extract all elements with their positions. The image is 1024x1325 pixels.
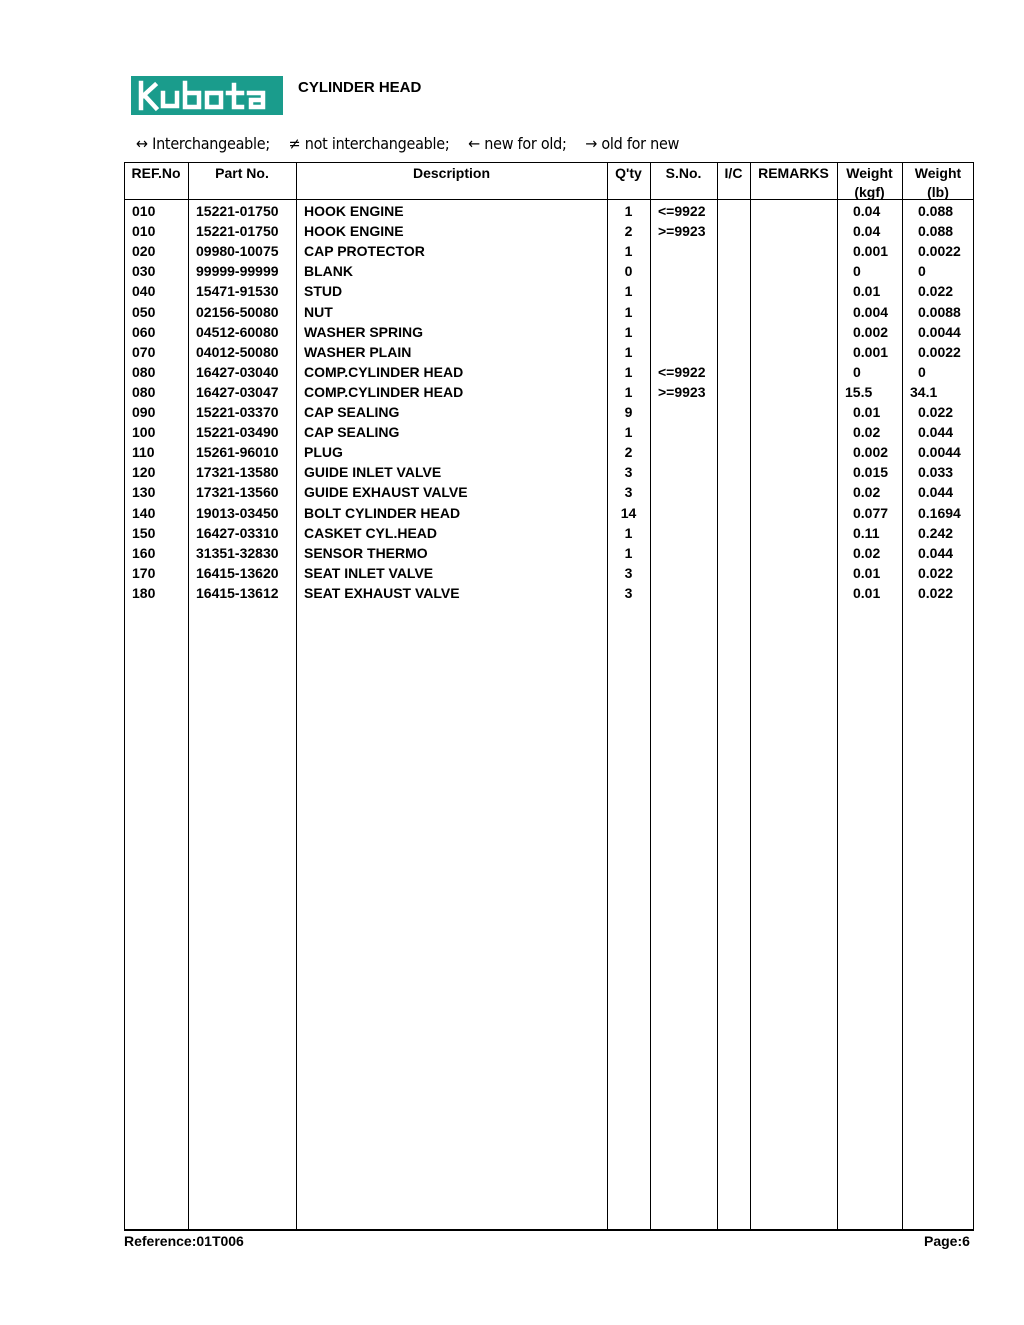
column-divider (837, 162, 838, 1230)
cell-weight-lb: 0.022 (918, 404, 954, 420)
cell-qty: 1 (624, 544, 633, 561)
cell-description: GUIDE INLET VALVE (304, 464, 442, 481)
column-divider (750, 162, 751, 1230)
cell-weight-kgf: 0.01 (853, 404, 881, 420)
weight-kgf-unit: (kgf) (854, 184, 885, 200)
cell-qty: 1 (624, 243, 633, 260)
cell-weight-lb: 0.044 (918, 484, 954, 501)
legend-interchangeable: ↔ Interchangeable; (136, 134, 270, 153)
cell-weight-kgf: 0.002 (853, 444, 889, 461)
weight-kgf-label: Weight (846, 165, 893, 181)
cell-weight-kgf: 0.004 (853, 303, 889, 320)
cell-description: HOOK ENGINE (304, 203, 404, 219)
cell-qty: 1 (624, 343, 633, 360)
cell-ref: 100 (132, 424, 156, 441)
cell-ref: 010 (132, 203, 156, 219)
col-header-part: Part No. (215, 165, 269, 181)
cell-part-no: 31351-32830 (196, 544, 279, 561)
cell-ref: 040 (132, 283, 156, 300)
cell-description: CAP SEALING (304, 424, 400, 441)
kubota-wordmark (131, 76, 283, 115)
cell-weight-kgf: 0.04 (853, 223, 881, 240)
cell-ref: 080 (132, 383, 156, 400)
cell-weight-kgf: 0 (853, 363, 861, 380)
page-number: Page:6 (924, 1233, 970, 1249)
cell-weight-kgf: 0.01 (853, 283, 881, 300)
cell-weight-lb: 0.0022 (918, 243, 961, 260)
column-divider (717, 162, 718, 1230)
col-header-weight-lb (902, 164, 974, 202)
cell-weight-kgf: 15.5 (845, 383, 873, 400)
cell-ref: 020 (132, 243, 156, 260)
cell-weight-kgf: 0.02 (853, 424, 881, 441)
column-divider (902, 162, 903, 1230)
cell-weight-lb: 0.033 (918, 464, 954, 481)
cell-qty: 2 (624, 223, 633, 240)
cell-description: SEAT INLET VALVE (304, 564, 434, 581)
column-divider (650, 162, 651, 1230)
cell-ref: 140 (132, 504, 156, 521)
page-title: CYLINDER HEAD (298, 79, 422, 96)
cell-weight-kgf: 0.001 (853, 243, 889, 260)
cell-part-no: 17321-13560 (196, 484, 279, 501)
cell-part-no: 17321-13580 (196, 464, 279, 481)
cell-description: COMP.CYLINDER HEAD (304, 383, 464, 400)
cell-part-no: 16415-13612 (196, 584, 279, 601)
cell-serial-no: <=9922 (658, 203, 706, 219)
cell-weight-kgf: 0.002 (853, 323, 889, 340)
cell-qty: 3 (624, 584, 633, 601)
cell-weight-lb: 0.044 (918, 544, 954, 561)
cell-description: WASHER PLAIN (304, 343, 412, 360)
kubota-logo (131, 76, 283, 115)
cell-weight-lb: 0.1694 (918, 504, 961, 521)
cell-description: HOOK ENGINE (304, 223, 404, 240)
cell-weight-kgf: 0.02 (853, 484, 881, 501)
cell-weight-kgf: 0.01 (853, 564, 881, 581)
cell-weight-kgf: 0.11 (853, 524, 880, 541)
cell-qty: 3 (624, 484, 633, 501)
cell-weight-lb: 0.022 (918, 584, 954, 601)
cell-weight-lb: 0.044 (918, 424, 954, 441)
column-divider (296, 162, 297, 1230)
cell-qty: 14 (620, 504, 637, 521)
cell-weight-kgf: 0.077 (853, 504, 889, 521)
cell-ref: 010 (132, 223, 156, 240)
cell-part-no: 15471-91530 (196, 283, 279, 300)
cell-qty: 2 (624, 444, 633, 461)
cell-weight-lb: 0.0044 (918, 444, 961, 461)
cell-qty: 1 (624, 323, 633, 340)
cell-part-no: 04512-60080 (196, 323, 279, 340)
cell-description: CASKET CYL.HEAD (304, 524, 438, 541)
cell-weight-lb: 0.022 (918, 564, 954, 581)
weight-lb-unit: (lb) (927, 184, 949, 200)
col-header-ic: I/C (724, 165, 743, 181)
cell-part-no: 04012-50080 (196, 343, 279, 360)
cell-description: STUD (304, 283, 343, 300)
cell-qty: 3 (624, 464, 633, 481)
cell-description: NUT (304, 303, 333, 320)
cell-ref: 090 (132, 404, 156, 420)
cell-ref: 170 (132, 564, 156, 581)
cell-weight-lb: 0 (918, 263, 926, 280)
table-bottom-rule (124, 1229, 974, 1231)
cell-weight-lb: 0.242 (918, 524, 954, 541)
cell-ref: 110 (132, 444, 155, 461)
cell-weight-lb: 0 (918, 363, 926, 380)
cell-serial-no: <=9922 (658, 363, 706, 380)
cell-part-no: 15221-01750 (196, 203, 279, 219)
column-divider (188, 162, 189, 1230)
cell-part-no: 09980-10075 (196, 243, 279, 260)
cell-qty: 1 (624, 283, 633, 300)
cell-serial-no: >=9923 (658, 223, 706, 240)
cell-description: BLANK (304, 263, 353, 280)
cell-weight-lb: 34.1 (910, 383, 938, 400)
cell-description: GUIDE EXHAUST VALVE (304, 484, 468, 501)
cell-qty: 1 (624, 303, 633, 320)
cell-description: CAP PROTECTOR (304, 243, 425, 260)
cell-part-no: 19013-03450 (196, 504, 279, 521)
cell-part-no: 15221-03370 (196, 404, 279, 420)
cell-weight-kgf: 0.001 (853, 343, 889, 360)
cell-qty: 3 (624, 564, 633, 581)
cell-description: WASHER SPRING (304, 323, 424, 340)
cell-description: SENSOR THERMO (304, 544, 428, 561)
cell-weight-kgf: 0.02 (853, 544, 881, 561)
cell-weight-kgf: 0.01 (853, 584, 881, 601)
cell-ref: 160 (132, 544, 156, 561)
col-header-ref: REF.No (131, 165, 181, 181)
legend-new-for-old: ← new for old; (468, 134, 567, 153)
cell-weight-lb: 0.022 (918, 283, 954, 300)
cell-part-no: 16427-03047 (196, 383, 279, 400)
reference-number: Reference:01T006 (124, 1233, 244, 1249)
interchangeability-legend (136, 134, 693, 153)
col-header-weight-kgf (837, 164, 902, 202)
cell-description: COMP.CYLINDER HEAD (304, 363, 464, 380)
cell-ref: 050 (132, 303, 156, 320)
cell-qty: 1 (624, 524, 633, 541)
cell-ref: 130 (132, 484, 156, 501)
cell-part-no: 15261-96010 (196, 444, 279, 461)
cell-description: CAP SEALING (304, 404, 400, 420)
cell-weight-kgf: 0 (853, 263, 861, 280)
cell-description: PLUG (304, 444, 343, 461)
cell-weight-lb: 0.0044 (918, 323, 961, 340)
cell-part-no: 15221-03490 (196, 424, 279, 441)
cell-weight-kgf: 0.015 (853, 464, 889, 481)
cell-ref: 080 (132, 363, 156, 380)
col-header-qty: Q'ty (615, 165, 642, 181)
cell-weight-lb: 0.088 (918, 203, 954, 219)
cell-qty: 0 (624, 263, 633, 280)
cell-ref: 060 (132, 323, 156, 340)
cell-qty: 1 (624, 383, 633, 400)
cell-weight-lb: 0.0088 (918, 303, 961, 320)
legend-not-interchangeable: ≠ not interchangeable; (288, 134, 450, 153)
cell-ref: 120 (132, 464, 156, 481)
cell-part-no: 16427-03040 (196, 363, 279, 380)
cell-part-no: 15221-01750 (196, 223, 279, 240)
cell-weight-lb: 0.088 (918, 223, 954, 240)
cell-part-no: 16427-03310 (196, 524, 279, 541)
cell-qty: 1 (624, 424, 633, 441)
cell-qty: 9 (624, 404, 633, 420)
cell-serial-no: >=9923 (658, 383, 706, 400)
legend-old-for-new: → old for new (585, 134, 680, 153)
cell-weight-kgf: 0.04 (853, 203, 881, 219)
col-header-remarks: REMARKS (758, 165, 829, 181)
cell-ref: 030 (132, 263, 156, 280)
cell-part-no: 02156-50080 (196, 303, 279, 320)
col-header-description: Description (412, 165, 490, 181)
cell-ref: 070 (132, 343, 156, 360)
cell-description: SEAT EXHAUST VALVE (304, 584, 460, 601)
weight-lb-label: Weight (914, 165, 962, 181)
cell-qty: 1 (624, 203, 633, 219)
cell-qty: 1 (624, 363, 633, 380)
col-header-sno: S.No. (665, 165, 702, 181)
cell-part-no: 99999-99999 (196, 263, 279, 280)
cell-part-no: 16415-13620 (196, 564, 279, 581)
cell-ref: 150 (132, 524, 156, 541)
cell-description: BOLT CYLINDER HEAD (304, 504, 461, 521)
cell-ref: 180 (132, 584, 156, 601)
cell-weight-lb: 0.0022 (918, 343, 961, 360)
